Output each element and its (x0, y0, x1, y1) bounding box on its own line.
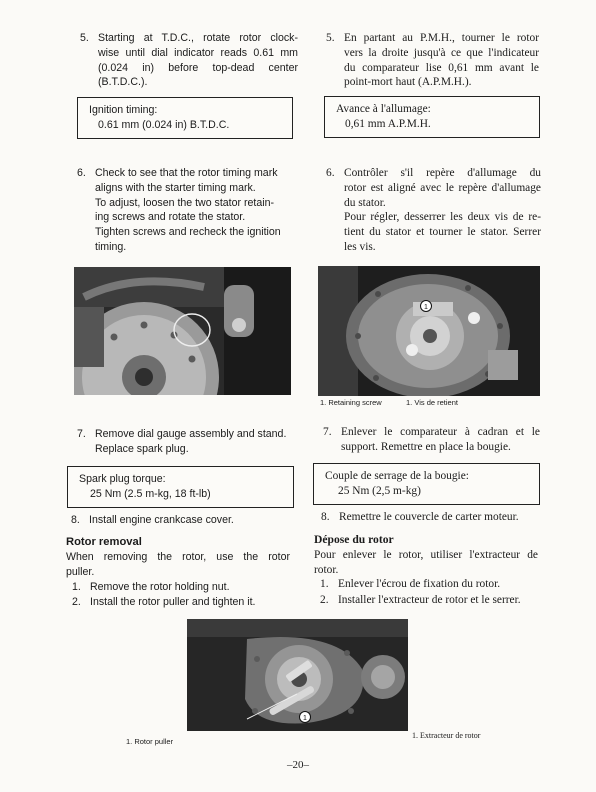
text-line: When removing the rotor, use the rotor (66, 551, 290, 563)
photo-image (187, 619, 408, 731)
photo-image (318, 266, 540, 396)
fr-rotor-removal-item-1 (320, 577, 542, 592)
text-line: To adjust, loosen the two stator retain- (95, 196, 275, 209)
text-line: Remettre le couvercle de carter moteur. (339, 511, 519, 523)
text-line: Contrôler s'il repère d'allumage du (344, 167, 541, 179)
text-line: Install engine crankcase cover. (89, 514, 234, 526)
step-number: 8. (321, 511, 330, 523)
callout-1: 1 (303, 715, 307, 722)
photo-stator-timing-mark (74, 267, 291, 395)
text-line: Enlever le comparateur à cadran et le (341, 426, 540, 438)
text-line: puller. (66, 565, 95, 578)
spec-value: 0.61 mm (0.024 in) B.T.D.C. (98, 118, 230, 131)
text-line: du stator. (344, 196, 386, 209)
text-line: (B.T.D.C.). (98, 76, 148, 89)
spec-title: Avance à l'allumage: (336, 103, 431, 115)
step-number: 1. (320, 578, 329, 590)
text-line: Install the rotor puller and tighten it. (90, 596, 256, 608)
text-line: wise until dial indicator reads 0.61 mm (98, 46, 298, 59)
text-line: tient du stator et tourner le stator. Serrer (344, 226, 541, 239)
text-line: vers la droite jusqu'à ce que l'indicateur (344, 46, 539, 59)
text-line: rotor est aligné avec le repère d'allumage (344, 181, 541, 194)
text-line: Check to see that the rotor timing mark (95, 167, 278, 179)
photo-rotor-puller (187, 619, 408, 731)
fr-step-5 (326, 31, 539, 93)
text-line: Installer l'extracteur de rotor et le serrer. (338, 594, 521, 606)
en-spark-plug-torque-spec-box (67, 466, 294, 508)
step-number: 2. (72, 596, 81, 608)
text-line: Tighten screws and recheck the ignition (95, 226, 281, 239)
text-line: rotor. (314, 563, 339, 576)
spec-title: Ignition timing: (89, 104, 158, 116)
text-line: timing. (95, 240, 127, 253)
text-line: Replace spark plug. (95, 442, 189, 455)
en-step-7 (77, 427, 299, 459)
en-rotor-removal-item-2 (72, 595, 302, 610)
en-step-6 (77, 166, 295, 258)
fr-step-8 (321, 510, 543, 526)
fr-step-7 (323, 425, 540, 457)
step-number: 7. (77, 428, 86, 440)
fr-ignition-timing-spec-box (324, 96, 540, 138)
fr-rotor-removal-intro (314, 548, 538, 578)
step-number: 5. (80, 32, 89, 44)
step-number: 6. (326, 167, 335, 179)
text-line: support. Remettre en place la bougie. (341, 440, 511, 453)
step-number: 6. (77, 167, 86, 179)
en-rotor-removal-intro (66, 550, 290, 580)
photo-stator-retaining-screws (318, 266, 540, 396)
en-step-8 (71, 513, 293, 529)
photo3-caption-en: 1. Rotor puller (126, 737, 174, 746)
text-line: ing screws and rotate the stator. (95, 211, 246, 224)
en-rotor-removal-item-1 (72, 580, 302, 595)
callout-1: 1 (424, 304, 428, 311)
spec-title: Spark plug torque: (79, 473, 166, 485)
fr-rotor-removal-heading: Dépose du rotor (314, 533, 394, 546)
text-line: Remove the rotor holding nut. (90, 581, 230, 593)
text-line: Enlever l'écrou de fixation du rotor. (338, 578, 501, 590)
spec-value: 25 Nm (2,5 m-kg) (338, 484, 421, 497)
fr-rotor-removal-item-2 (320, 593, 546, 608)
text-line: Remove dial gauge assembly and stand. (95, 428, 287, 440)
text-line: du comparateur lise 0,61 mm avant le (344, 61, 539, 74)
photo2-caption-en: 1. Retaining screw (320, 398, 382, 407)
photo2-caption-fr: 1. Vis de retient (406, 398, 458, 407)
en-ignition-timing-spec-box (77, 97, 293, 139)
text-line: En partant au P.M.H., tourner le rotor (344, 32, 539, 44)
text-line: les vis. (344, 240, 376, 253)
step-number: 8. (71, 514, 80, 526)
text-line: (0.024 in) before top-dead center (98, 61, 298, 74)
spec-value: 0,61 mm A.P.M.H. (345, 117, 431, 130)
text-line: aligns with the starter timing mark. (95, 181, 256, 194)
page-number: –20– (287, 759, 309, 771)
text-line: Pour enlever le rotor, utiliser l'extracteur de (314, 549, 538, 561)
spec-value: 25 Nm (2.5 m-kg, 18 ft-lb) (90, 487, 211, 500)
en-step-5 (80, 31, 298, 93)
fr-spark-plug-torque-spec-box (313, 463, 540, 505)
fr-step-6 (326, 166, 541, 258)
step-number: 5. (326, 32, 335, 44)
photo3-caption-fr: 1. Extracteur de rotor (412, 731, 481, 740)
en-rotor-removal-heading: Rotor removal (66, 536, 142, 548)
step-number: 1. (72, 581, 81, 593)
text-line: point-mort haut (A.P.M.H.). (344, 76, 472, 89)
step-number: 7. (323, 426, 332, 438)
step-number: 2. (320, 594, 329, 606)
text-line: Starting at T.D.C., rotate rotor clock- (98, 32, 298, 44)
spec-title: Couple de serrage de la bougie: (325, 470, 469, 482)
text-line: Pour régler, desserrer les deux vis de re- (344, 211, 541, 224)
photo-image (74, 267, 291, 395)
